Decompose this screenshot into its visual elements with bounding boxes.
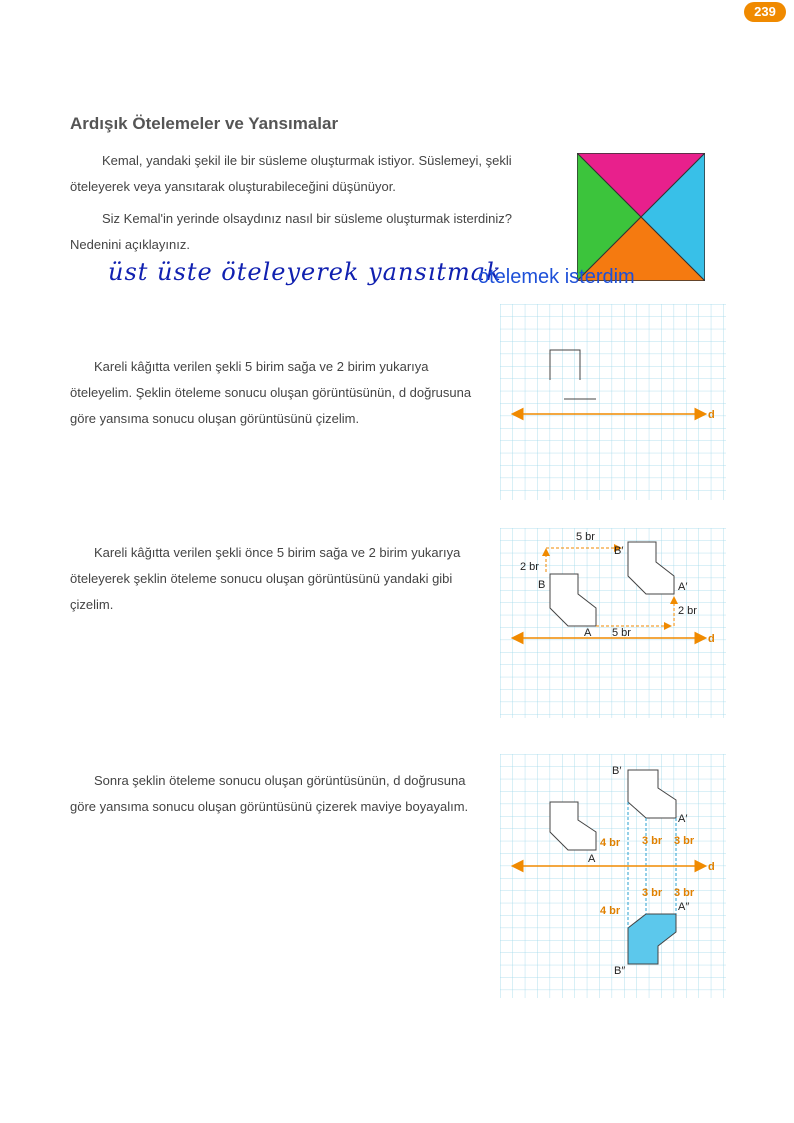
svg-text:4 br: 4 br <box>600 837 621 849</box>
svg-text:A′: A′ <box>678 813 688 825</box>
handwritten-answer: üst üste öteleyerek yansıtmak <box>108 258 502 286</box>
intro-paragraph-1: Kemal, yandaki şekil ile bir süsleme oluşturmak istiyor. Süslemeyi, şekli öteleyerek veya yansıtarak oluşturabileceğini düşünüyor. <box>70 153 512 194</box>
svg-text:A″: A″ <box>678 901 690 913</box>
svg-text:3 br: 3 br <box>642 835 663 847</box>
svg-text:B: B <box>538 579 546 591</box>
typed-answer: ötelemek isterdim <box>478 266 635 288</box>
grid-figure-2 <box>500 528 726 718</box>
svg-text:B″: B″ <box>614 965 626 977</box>
svg-text:3 br: 3 br <box>674 887 695 899</box>
page-number-badge: 239 <box>744 2 786 22</box>
d-line-label: d <box>708 633 715 645</box>
svg-text:A′: A′ <box>678 581 688 593</box>
section-3-text: Sonra şeklin öteleme sonucu oluşan görüntüsünün, d doğrusuna göre yansıma sonucu oluşan görüntüsünü çizerek maviye boyayalım. <box>70 773 469 814</box>
tangram-figure <box>577 153 705 281</box>
svg-text:3 br: 3 br <box>674 835 695 847</box>
section-title: Ardışık Ötelemeler ve Yansımalar <box>70 114 339 133</box>
svg-text:2 br: 2 br <box>520 561 539 573</box>
svg-text:A: A <box>584 627 592 639</box>
grid-figure-1 <box>500 304 726 500</box>
svg-text:5 br: 5 br <box>576 531 595 543</box>
svg-text:2 br: 2 br <box>678 605 697 617</box>
svg-text:5 br: 5 br <box>612 627 631 639</box>
svg-text:B′: B′ <box>612 765 622 777</box>
section-2-text: Kareli kâğıtta verilen şekli önce 5 birim sağa ve 2 birim yukarıya öteleyerek şeklin öteleme sonucu oluşan görüntüsünü yandaki gibi çizelim. <box>70 545 461 612</box>
d-line-label: d <box>708 409 715 421</box>
intro-paragraph-2: Siz Kemal'in yerinde olsaydınız nasıl bir süsleme oluşturmak isterdiniz? Nedenini açıklayınız. <box>70 211 512 252</box>
d-line-label: d <box>708 861 715 873</box>
svg-text:A: A <box>588 853 596 865</box>
svg-text:4 br: 4 br <box>600 905 621 917</box>
grid-figure-3 <box>500 754 726 998</box>
svg-text:3 br: 3 br <box>642 887 663 899</box>
section-1-text: Kareli kâğıtta verilen şekli 5 birim sağa ve 2 birim yukarıya öteleyelim. Şeklin öteleme sonucu oluşan görüntüsünün, d doğrusuna göre yansıma sonucu oluşan görüntüsünü çizelim. <box>70 359 472 426</box>
svg-text:B′: B′ <box>614 545 624 557</box>
